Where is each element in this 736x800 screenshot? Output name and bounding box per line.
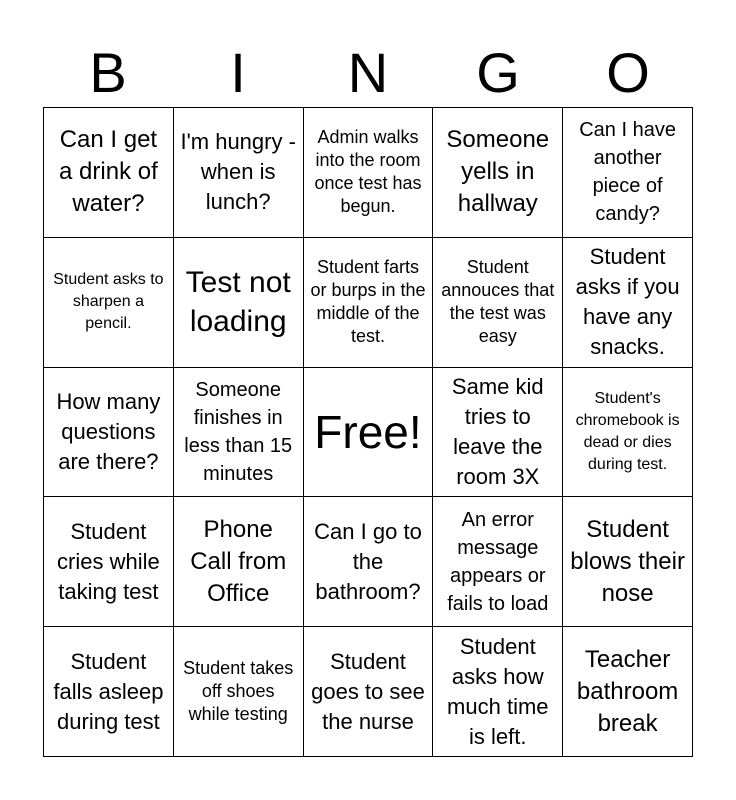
cell-text: Student farts or burps in the middle of the test. — [310, 257, 426, 347]
cell-text: Student's chromebook is dead or dies during test. — [575, 389, 680, 473]
bingo-cell[interactable] — [433, 627, 563, 757]
bingo-cell[interactable] — [44, 238, 174, 368]
cell-text: How many questions are there? — [56, 388, 161, 474]
header-letter-i: I — [230, 41, 246, 104]
bingo-cell[interactable] — [44, 497, 174, 627]
cell-text: Someone yells in hallway — [446, 126, 550, 218]
cell-text: Admin walks into the room once test has begun. — [314, 127, 422, 217]
cell-text: Same kid tries to leave the room 3X — [451, 373, 544, 489]
bingo-cell[interactable] — [174, 368, 304, 498]
cell-text: Test not loading — [185, 266, 291, 339]
cell-text: Teacher bathroom break — [576, 645, 679, 737]
cell-text: Can I have another piece of candy? — [579, 119, 676, 226]
bingo-cell-free-space[interactable] — [304, 368, 434, 498]
bingo-cell[interactable] — [563, 627, 693, 757]
bingo-cell[interactable] — [304, 238, 434, 368]
bingo-cell[interactable] — [304, 627, 434, 757]
cell-text: I'm hungry -when is lunch? — [180, 129, 296, 215]
bingo-cell[interactable] — [563, 497, 693, 627]
bingo-cell[interactable] — [44, 108, 174, 238]
cell-text: Student asks how much time is left. — [447, 633, 549, 749]
cell-text: An error message appears or fails to load — [447, 508, 549, 615]
bingo-cell[interactable] — [304, 108, 434, 238]
cell-text: Someone finishes in less than 15 minutes — [184, 378, 293, 485]
bingo-cell[interactable] — [174, 238, 304, 368]
header-letter-o: O — [606, 41, 650, 104]
cell-text: Student annouces that the test was easy — [441, 257, 555, 347]
cell-text: Phone Call from Office — [190, 515, 287, 607]
bingo-header — [43, 40, 693, 106]
bingo-cell[interactable] — [174, 108, 304, 238]
cell-text: Student falls asleep during test — [53, 648, 164, 734]
header-letter-n: N — [347, 41, 389, 104]
bingo-cell[interactable] — [433, 368, 563, 498]
bingo-cell[interactable] — [433, 108, 563, 238]
bingo-cell[interactable] — [563, 238, 693, 368]
bingo-cell[interactable] — [44, 368, 174, 498]
bingo-cell[interactable] — [44, 627, 174, 757]
bingo-cell[interactable] — [433, 238, 563, 368]
cell-text: Student asks to sharpen a pencil. — [53, 271, 164, 333]
cell-text: Student cries while taking test — [57, 518, 160, 604]
header-letter-g: G — [476, 41, 520, 104]
bingo-cell[interactable] — [433, 497, 563, 627]
cell-text: Can I get a drink of water? — [59, 126, 158, 218]
bingo-cell[interactable] — [563, 368, 693, 498]
cell-text: Student takes off shoes while testing — [183, 658, 294, 725]
bingo-cell[interactable] — [174, 497, 304, 627]
cell-text: Free! — [314, 405, 422, 458]
bingo-cell[interactable] — [304, 497, 434, 627]
header-letter-b: B — [89, 41, 127, 104]
cell-text: Student goes to see the nurse — [311, 648, 425, 734]
cell-text: Student blows their nose — [570, 515, 685, 607]
bingo-cell[interactable] — [174, 627, 304, 757]
cell-text: Can I go to the bathroom? — [314, 518, 422, 604]
bingo-cell[interactable] — [563, 108, 693, 238]
cell-text: Student asks if you have any snacks. — [575, 244, 680, 360]
bingo-card-grid — [43, 107, 693, 757]
